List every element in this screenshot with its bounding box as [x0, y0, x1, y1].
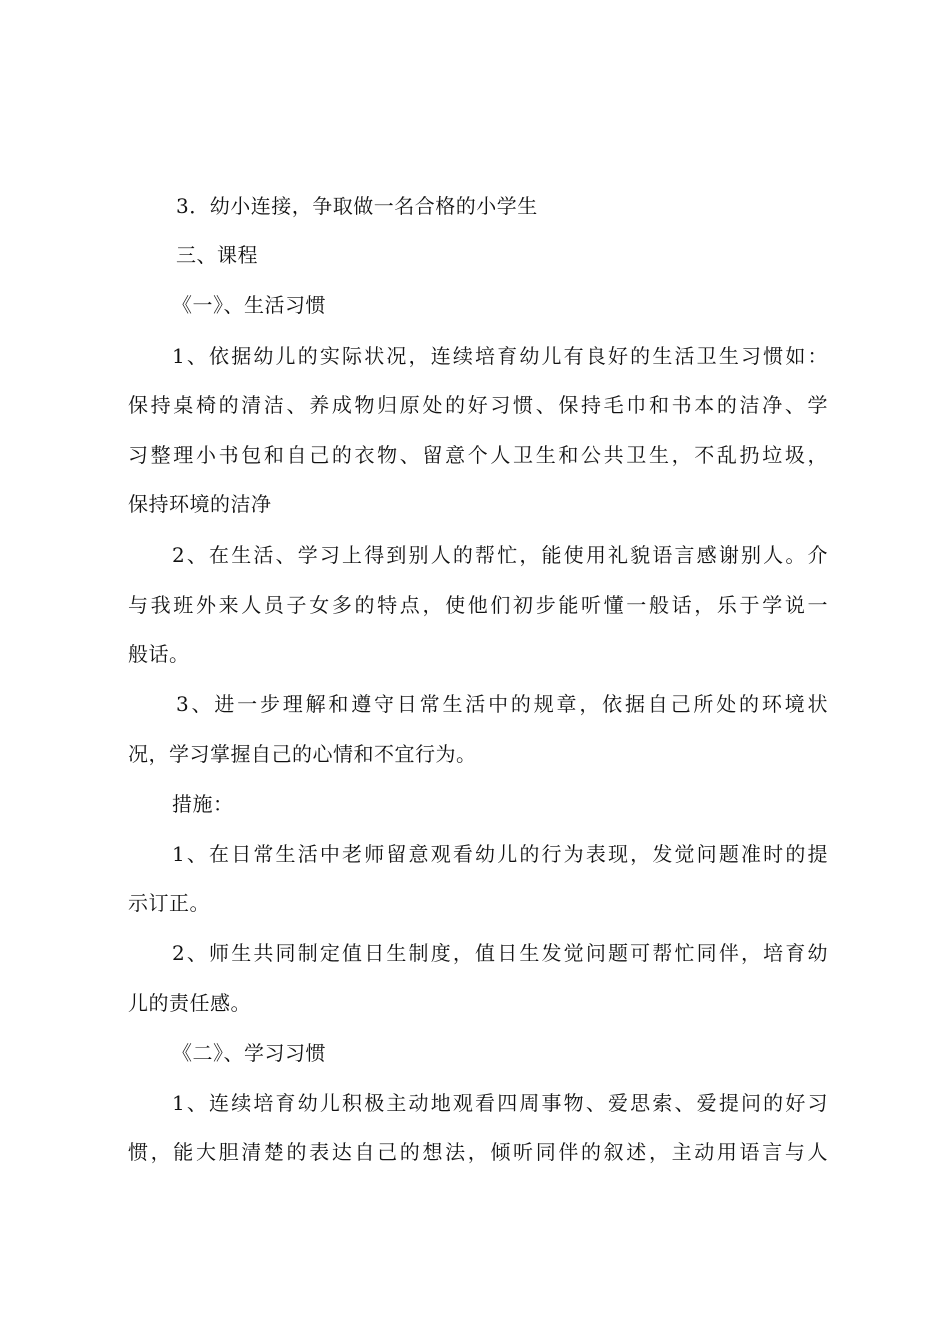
measures-heading: 措施：: [172, 792, 234, 816]
measure-1-line-2: 示订正。: [128, 891, 210, 915]
section-heading-curriculum: 三、课程: [176, 243, 258, 267]
paragraph-2-line-2: 与我班外来人员子女多的特点，使他们初步能听懂一般话，乐于学说一: [128, 593, 828, 617]
paragraph-1-line-4: 保持环境的洁净: [128, 492, 272, 516]
paragraph-1-line-3: 习整理小书包和自己的衣物、留意个人卫生和公共卫生，不乱扔垃圾，: [128, 443, 828, 467]
paragraph-2-line-1: 2、在生活、学习上得到别人的帮忙，能使用礼貌语言感谢别人。介: [172, 543, 828, 567]
paragraph-4-line-1: 1、连续培育幼儿积极主动地观看四周事物、爱思索、爱提问的好习: [172, 1091, 828, 1115]
measure-2-line-2: 儿的责任感。: [128, 991, 251, 1015]
list-item-3: 3．幼小连接，争取做一名合格的小学生: [176, 194, 538, 218]
measure-1-line-1: 1、在日常生活中老师留意观看幼儿的行为表现，发觉问题准时的提: [172, 842, 828, 866]
subsection-heading-study-habits: 《二》、学习习惯: [172, 1041, 326, 1065]
measure-2-line-1: 2、师生共同制定值日生制度，值日生发觉问题可帮忙同伴，培育幼: [172, 941, 828, 965]
paragraph-3-line-1: 3、进一步理解和遵守日常生活中的规章，依据自己所处的环境状: [176, 692, 828, 716]
paragraph-1-line-2: 保持桌椅的清洁、养成物归原处的好习惯、保持毛巾和书本的洁净、学: [128, 393, 828, 417]
paragraph-2-line-3: 般话。: [128, 642, 190, 666]
subsection-heading-life-habits: 《一》、生活习惯: [172, 293, 326, 317]
paragraph-3-line-2: 况，学习掌握自己的心情和不宜行为。: [128, 742, 477, 766]
paragraph-1-line-1: 1、依据幼儿的实际状况，连续培育幼儿有良好的生活卫生习惯如：: [172, 344, 828, 368]
paragraph-4-line-2: 惯，能大胆清楚的表达自己的想法，倾听同伴的叙述，主动用语言与人: [128, 1140, 828, 1164]
